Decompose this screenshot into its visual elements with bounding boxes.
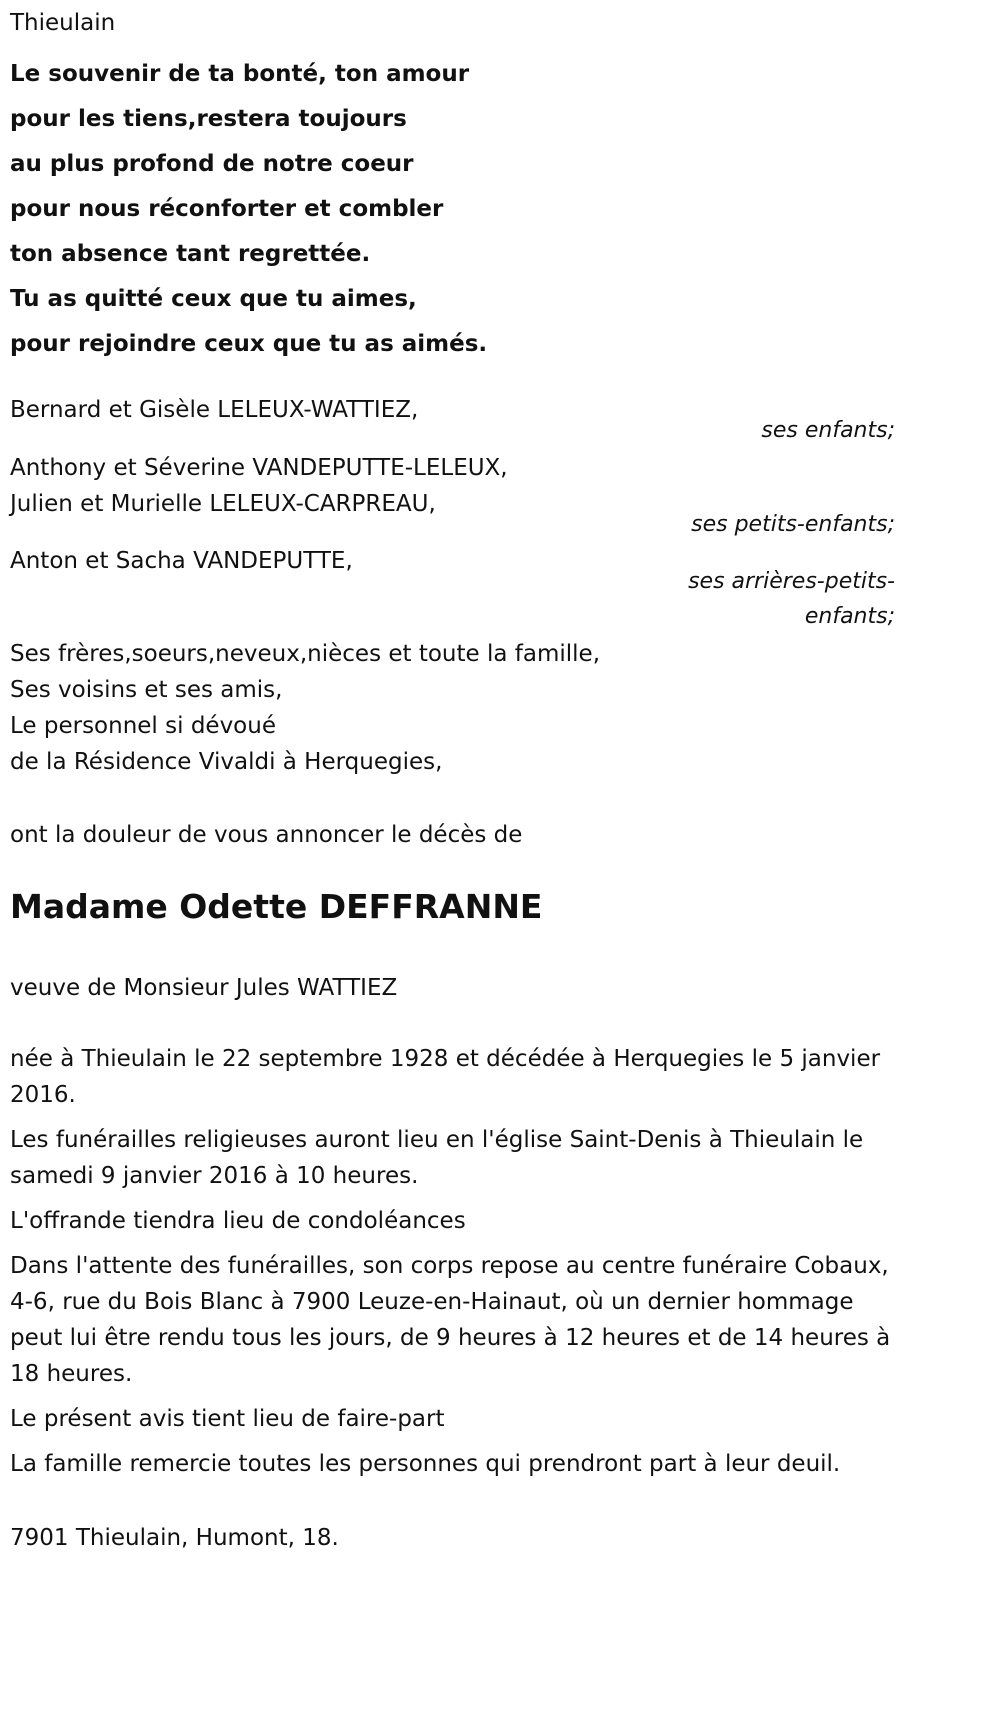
poem-line: pour les tiens,restera toujours bbox=[10, 106, 407, 132]
grandchildren-name: Anthony et Séverine VANDEPUTTE-LELEUX, bbox=[10, 455, 508, 481]
mourner-line: de la Résidence Vivaldi à Herquegies, bbox=[10, 749, 443, 775]
announcement-intro: ont la douleur de vous annoncer le décès de bbox=[10, 822, 523, 848]
great-grandchildren-entry bbox=[10, 543, 895, 629]
children-entry bbox=[10, 392, 895, 443]
memorial-poem bbox=[10, 52, 895, 367]
poem-line: ton absence tant regrettée. bbox=[10, 241, 371, 267]
mourner-line: Le personnel si dévoué bbox=[10, 713, 276, 739]
children-role: ses enfants; bbox=[761, 418, 895, 443]
mourner-line: Ses voisins et ses amis, bbox=[10, 677, 283, 703]
grandchildren-role: ses petits-enfants; bbox=[691, 512, 895, 537]
detail-paragraph: La famille remercie toutes les personnes qui prendront part à leur deuil. bbox=[10, 1451, 841, 1477]
grandchildren-entry bbox=[10, 450, 895, 537]
mourner-line: Ses frères,soeurs,neveux,nièces et toute la famille, bbox=[10, 641, 601, 667]
grandchildren-name: Julien et Murielle LELEUX-CARPREAU, bbox=[10, 491, 436, 517]
deceased-name: Madame Odette DEFFRANNE bbox=[10, 887, 543, 926]
detail-paragraph: L'offrande tiendra lieu de condoléances bbox=[10, 1208, 466, 1234]
poem-line: Le souvenir de ta bonté, ton amour bbox=[10, 61, 470, 87]
detail-paragraph: née à Thieulain le 22 septembre 1928 et décédée à Herquegies le 5 janvier 2016. bbox=[10, 1046, 881, 1108]
other-mourners bbox=[10, 636, 895, 780]
spouse-line: veuve de Monsieur Jules WATTIEZ bbox=[10, 975, 398, 1001]
town-name: Thieulain bbox=[10, 10, 116, 36]
home-address: 7901 Thieulain, Humont, 18. bbox=[10, 1525, 339, 1551]
great-grandchildren-role: ses arrières-petits-enfants; bbox=[688, 569, 895, 629]
detail-paragraph: Dans l'attente des funérailles, son corps repose au centre funéraire Cobaux, 4-6, rue du Bois Blanc à 7900 Leuze-en-Hainaut, où un dernier hommage peut lui être rendu tous les jours, de 9 heures à 12 heures et de 14 heures à 18 heures. bbox=[10, 1253, 891, 1387]
poem-line: Tu as quitté ceux que tu aimes, bbox=[10, 286, 417, 312]
poem-line: pour nous réconforter et combler bbox=[10, 196, 444, 222]
detail-paragraph: Le présent avis tient lieu de faire-part bbox=[10, 1406, 445, 1432]
poem-line: pour rejoindre ceux que tu as aimés. bbox=[10, 331, 488, 357]
great-grandchildren-names: Anton et Sacha VANDEPUTTE, bbox=[10, 548, 353, 574]
detail-paragraph: Les funérailles religieuses auront lieu en l'église Saint-Denis à Thieulain le samedi 9 janvier 2016 à 10 heures. bbox=[10, 1127, 864, 1189]
funeral-details bbox=[10, 1041, 895, 1491]
poem-line: au plus profond de notre coeur bbox=[10, 151, 414, 177]
children-names: Bernard et Gisèle LELEUX-WATTIEZ, bbox=[10, 397, 419, 423]
